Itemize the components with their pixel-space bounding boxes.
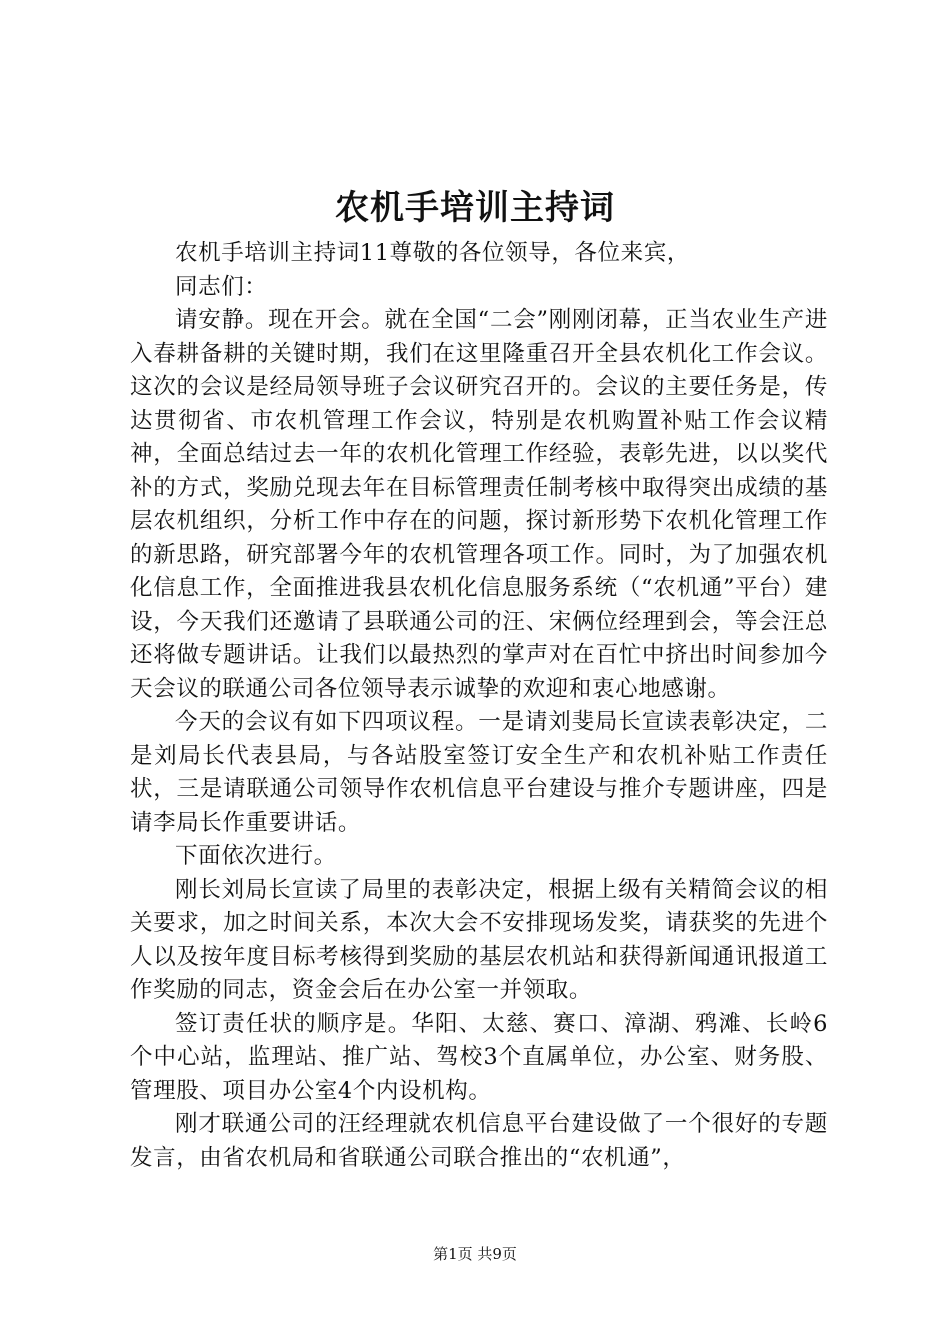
page-number: 第1页 共9页 — [433, 1245, 517, 1263]
paragraph-proceed: 下面依次进行。 — [175, 843, 337, 869]
paragraph-awards: 刚长刘局长宣读了局里的表彰决定，根据上级有关精简会议的相关要求，加之时间关系，本次大会不安排现场发奖，请获奖的先进个人以及按年度目标考核得到奖励的基层农机站和获得新闻通讯报道工作奖励的同志，资金会后在办公室一并领取。 — [130, 876, 828, 1003]
paragraph-opening: 请安静。现在开会。就在全国“二会”刚刚闭幕，正当农业生产进入春耕备耕的关键时期，我们在这里隆重召开全县农机化工作会议。这次的会议是经局领导班子会议研究召开的。会议的主要任务是，传达贯彻省、市农机管理工作会议，特别是农机购置补贴工作会议精神，全面总结过去一年的农机化管理工作经验，表彰先进，以以奖代补的方式，奖励兑现去年在目标管理责任制考核中取得突出成绩的基层农机组织，分析工作中存在的问题，探讨新形势下农机化管理工作的新思路，研究部署今年的农机管理各项工作。同时，为了加强农机化信息工作，全面推进我县农机化信息服务系统（“农机通”平台）建设，今天我们还邀请了县联通公司的汪、宋俩位经理到会，等会汪总还将做专题讲话。让我们以最热烈的掌声对在百忙中挤出时间参加今天会议的联通公司各位领导表示诚挚的欢迎和衷心地感谢。 — [130, 307, 828, 702]
paragraph-greeting: 农机手培训主持词11尊敬的各位领导，各位来宾， — [175, 240, 690, 266]
document-body — [130, 237, 828, 1175]
paragraph-signing-order: 签订责任状的顺序是。华阳、太慈、赛口、漳湖、鸦滩、长岭6个中心站，监理站、推广站、驾校3个直属单位，办公室、财务股、管理股、项目办公室4个内设机构。 — [130, 1010, 828, 1104]
document-title: 农机手培训主持词 — [335, 188, 615, 228]
paragraph-salutation: 同志们： — [175, 273, 268, 300]
paragraph-platform: 刚才联通公司的汪经理就农机信息平台建设做了一个很好的专题发言，由省农机局和省联通公司联合推出的“农机通”， — [130, 1111, 828, 1171]
paragraph-agenda: 今天的会议有如下四项议程。一是请刘斐局长宣读表彰决定，二是刘局长代表县局，与各站股室签订安全生产和农机补贴工作责任状，三是请联通公司领导作农机信息平台建设与推介专题讲座，四是请李局长作重要讲话。 — [130, 709, 828, 836]
